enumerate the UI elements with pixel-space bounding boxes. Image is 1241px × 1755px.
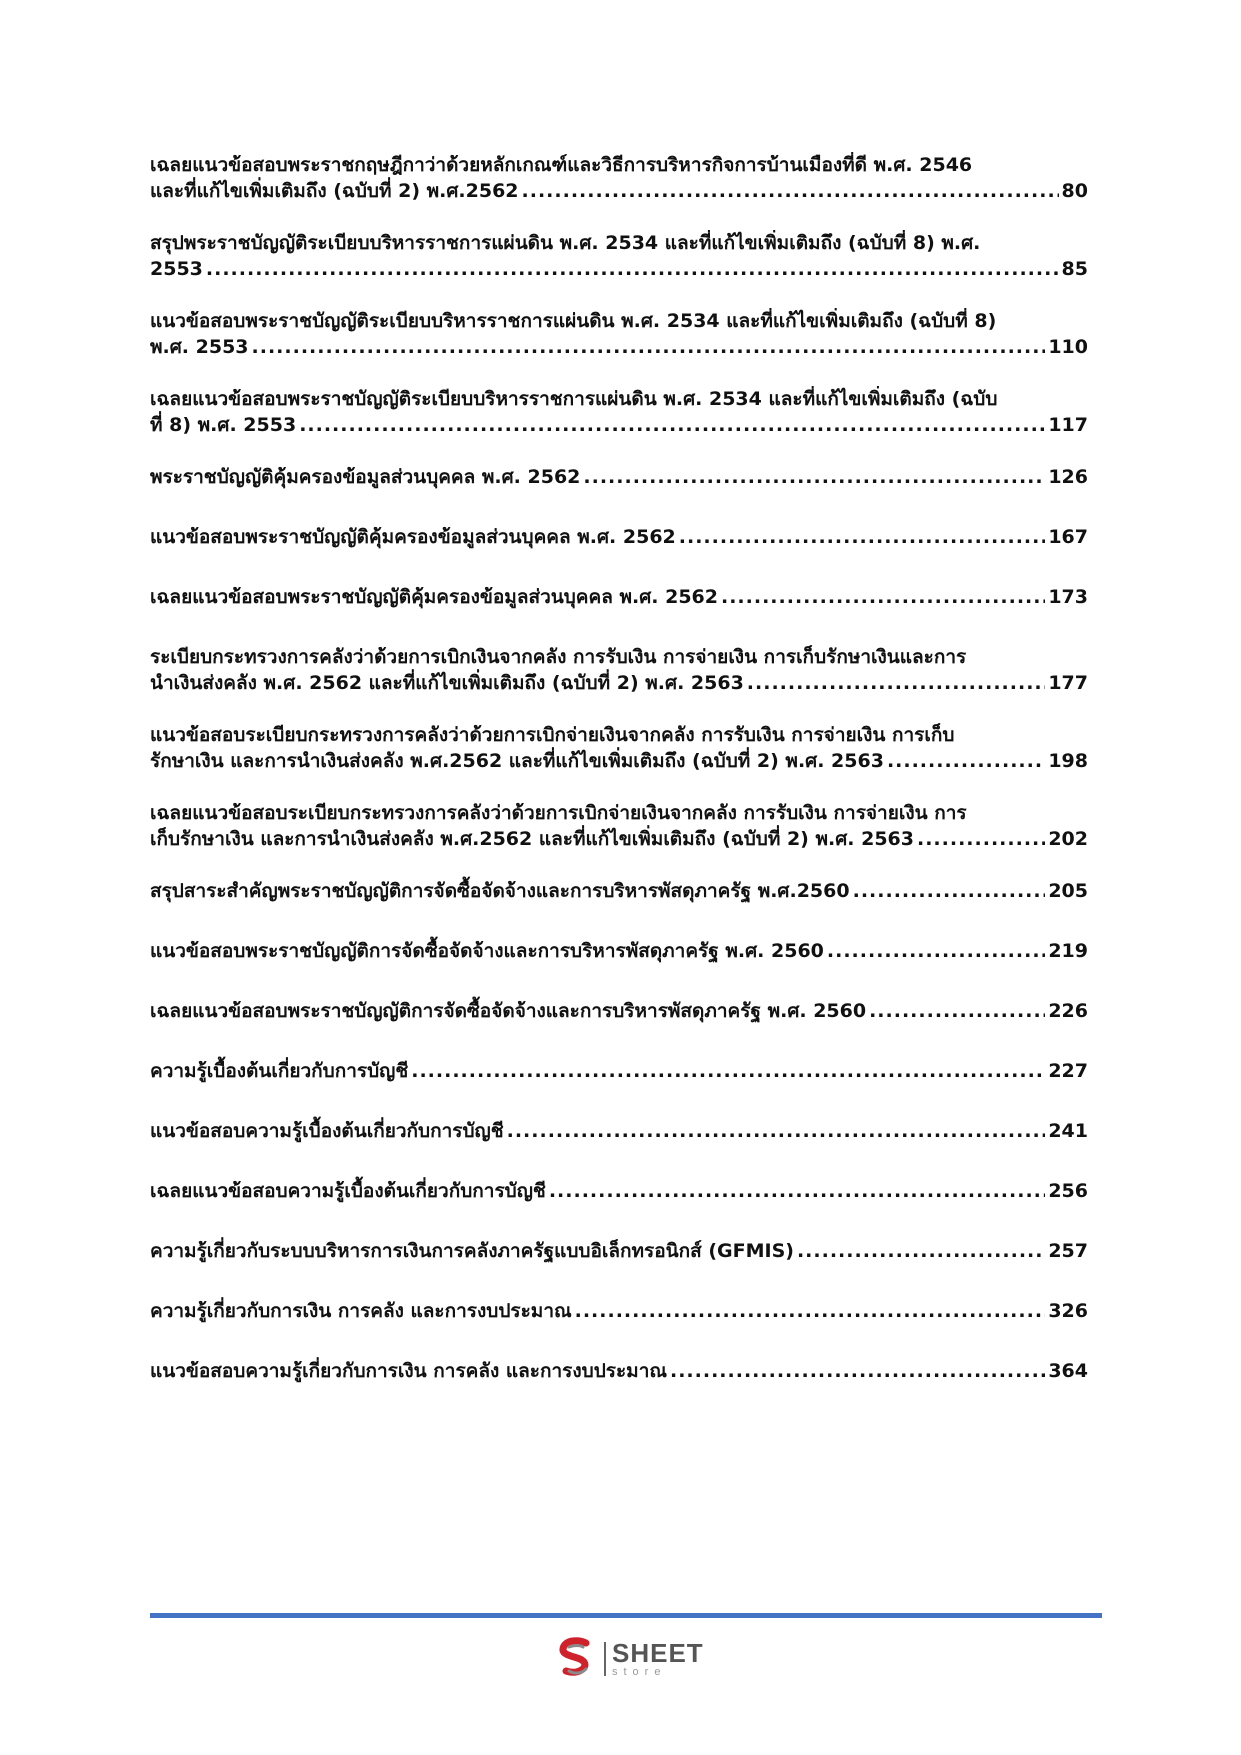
toc-page-number: 227 — [1048, 1060, 1088, 1082]
toc-entry-line: เฉลยแนวข้อสอบระเบียบกระทรวงการคลังว่าด้วยการเบิกจ่ายเงินจากคลัง การรับเงิน การจ่ายเงิน การ — [150, 802, 967, 824]
toc-entry[interactable] — [150, 1118, 1088, 1178]
toc-page-number: 173 — [1048, 586, 1088, 608]
table-of-contents — [150, 152, 1088, 1418]
dot-leader — [917, 826, 1045, 852]
toc-entry[interactable] — [150, 878, 1088, 938]
toc-entry-line: เฉลยแนวข้อสอบพระราชบัญญัติระเบียบบริหารราชการแผ่นดิน พ.ศ. 2534 และที่แก้ไขเพิ่มเติมถึง (ฉบับ — [150, 388, 998, 410]
dot-leader — [827, 938, 1045, 964]
dot-leader — [853, 878, 1046, 904]
toc-entry-title: รักษาเงิน และการนำเงินส่งคลัง พ.ศ.2562 และที่แก้ไขเพิ่มเติมถึง (ฉบับที่ 2) พ.ศ. 2563 — [150, 750, 884, 772]
toc-page-number: 202 — [1048, 828, 1088, 850]
dot-leader — [206, 256, 1059, 282]
logo-separator — [604, 1642, 606, 1676]
toc-entry-line: แนวข้อสอบระเบียบกระทรวงการคลังว่าด้วยการเบิกจ่ายเงินจากคลัง การรับเงิน การจ่ายเงิน การเก็บ — [150, 724, 955, 746]
dot-leader — [887, 748, 1045, 774]
toc-entry-title: พระราชบัญญัติคุ้มครองข้อมูลส่วนบุคคล พ.ศ. 2562 — [150, 466, 581, 488]
toc-entry[interactable] — [150, 938, 1088, 998]
toc-page-number: 80 — [1061, 180, 1088, 202]
toc-entry[interactable] — [150, 524, 1088, 584]
toc-page-number: 257 — [1048, 1240, 1088, 1262]
toc-page-number: 110 — [1048, 336, 1088, 358]
dot-leader — [869, 998, 1045, 1024]
toc-page-number: 364 — [1048, 1360, 1088, 1382]
dot-leader — [522, 178, 1059, 204]
toc-page-number: 85 — [1061, 258, 1088, 280]
toc-entry[interactable] — [150, 464, 1088, 524]
dot-leader — [299, 412, 1045, 438]
toc-page-number: 126 — [1048, 466, 1088, 488]
toc-entry[interactable] — [150, 644, 1088, 722]
dot-leader — [721, 584, 1045, 610]
toc-entry[interactable] — [150, 1178, 1088, 1238]
dot-leader — [252, 334, 1046, 360]
toc-page-number: 241 — [1048, 1120, 1088, 1142]
dot-leader — [507, 1118, 1046, 1144]
toc-entry[interactable] — [150, 230, 1088, 308]
sheet-store-logo — [556, 1634, 704, 1684]
toc-page-number: 198 — [1048, 750, 1088, 772]
toc-entry[interactable] — [150, 1358, 1088, 1418]
logo-wordmark — [612, 1640, 704, 1678]
logo-word: SHEET — [612, 1638, 704, 1668]
toc-page-number: 205 — [1048, 880, 1088, 902]
toc-entry-title: ความรู้เบื้องต้นเกี่ยวกับการบัญชี — [150, 1060, 409, 1082]
toc-entry-title: นำเงินส่งคลัง พ.ศ. 2562 และที่แก้ไขเพิ่มเติมถึง (ฉบับที่ 2) พ.ศ. 2563 — [150, 672, 744, 694]
footer-rule — [150, 1613, 1102, 1618]
sheet-s-logo-icon — [556, 1637, 596, 1681]
toc-page-number: 326 — [1048, 1300, 1088, 1322]
toc-entry[interactable] — [150, 998, 1088, 1058]
toc-entry[interactable] — [150, 800, 1088, 878]
toc-entry-title: แนวข้อสอบความรู้เบื้องต้นเกี่ยวกับการบัญชี — [150, 1120, 504, 1142]
dot-leader — [679, 524, 1046, 550]
toc-entry-title: พ.ศ. 2553 — [150, 336, 249, 358]
toc-entry-title: ความรู้เกี่ยวกับระบบบริหารการเงินการคลังภาครัฐแบบอิเล็กทรอนิกส์ (GFMIS) — [150, 1240, 794, 1262]
toc-page-number: 167 — [1048, 526, 1088, 548]
dot-leader — [411, 1058, 1045, 1084]
toc-entry[interactable] — [150, 152, 1088, 230]
toc-entry[interactable] — [150, 722, 1088, 800]
toc-page-number: 226 — [1048, 1000, 1088, 1022]
logo-subword: store — [612, 1666, 667, 1678]
dot-leader — [583, 464, 1045, 490]
toc-entry-line: แนวข้อสอบพระราชบัญญัติระเบียบบริหารราชการแผ่นดิน พ.ศ. 2534 และที่แก้ไขเพิ่มเติมถึง (ฉบับที่ 8) — [150, 310, 997, 332]
toc-entry[interactable] — [150, 1058, 1088, 1118]
toc-page-number: 117 — [1048, 414, 1088, 436]
toc-entry-title: เฉลยแนวข้อสอบพระราชบัญญัติการจัดซื้อจัดจ้างและการบริหารพัสดุภาครัฐ พ.ศ. 2560 — [150, 1000, 867, 1022]
toc-entry-title: แนวข้อสอบพระราชบัญญัติคุ้มครองข้อมูลส่วนบุคคล พ.ศ. 2562 — [150, 526, 676, 548]
toc-page-number: 219 — [1048, 940, 1088, 962]
toc-entry-title: และที่แก้ไขเพิ่มเติมถึง (ฉบับที่ 2) พ.ศ.2562 — [150, 180, 519, 202]
toc-entry-title: แนวข้อสอบความรู้เกี่ยวกับการเงิน การคลัง และการงบประมาณ — [150, 1360, 667, 1382]
dot-leader — [575, 1298, 1046, 1324]
toc-entry[interactable] — [150, 386, 1088, 464]
toc-entry[interactable] — [150, 1298, 1088, 1358]
dot-leader — [797, 1238, 1045, 1264]
toc-entry-title: แนวข้อสอบพระราชบัญญัติการจัดซื้อจัดจ้างและการบริหารพัสดุภาครัฐ พ.ศ. 2560 — [150, 940, 824, 962]
toc-entry-title: ที่ 8) พ.ศ. 2553 — [150, 414, 297, 436]
toc-entry-line: เฉลยแนวข้อสอบพระราชกฤษฎีกาว่าด้วยหลักเกณฑ์และวิธีการบริหารกิจการบ้านเมืองที่ดี พ.ศ. 2546 — [150, 154, 973, 176]
toc-entry-title: ความรู้เกี่ยวกับการเงิน การคลัง และการงบประมาณ — [150, 1300, 572, 1322]
toc-page-number: 177 — [1048, 672, 1088, 694]
toc-entry[interactable] — [150, 308, 1088, 386]
toc-entry-title: 2553 — [150, 258, 203, 280]
toc-entry-line: สรุปพระราชบัญญัติระเบียบบริหารราชการแผ่นดิน พ.ศ. 2534 และที่แก้ไขเพิ่มเติมถึง (ฉบับที่ 8) พ.ศ. — [150, 232, 981, 254]
toc-entry[interactable] — [150, 584, 1088, 644]
toc-entry-title: สรุปสาระสำคัญพระราชบัญญัติการจัดซื้อจัดจ้างและการบริหารพัสดุภาครัฐ พ.ศ.2560 — [150, 880, 850, 902]
toc-entry[interactable] — [150, 1238, 1088, 1298]
dot-leader — [670, 1358, 1045, 1384]
toc-page-number: 256 — [1048, 1180, 1088, 1202]
toc-entry-line: ระเบียบกระทรวงการคลังว่าด้วยการเบิกเงินจากคลัง การรับเงิน การจ่ายเงิน การเก็บรักษาเงินและการ — [150, 646, 967, 668]
dot-leader — [549, 1178, 1046, 1204]
toc-entry-title: เก็บรักษาเงิน และการนำเงินส่งคลัง พ.ศ.2562 และที่แก้ไขเพิ่มเติมถึง (ฉบับที่ 2) พ.ศ. 2563 — [150, 828, 914, 850]
toc-entry-title: เฉลยแนวข้อสอบความรู้เบื้องต้นเกี่ยวกับการบัญชี — [150, 1180, 546, 1202]
dot-leader — [747, 670, 1046, 696]
toc-entry-title: เฉลยแนวข้อสอบพระราชบัญญัติคุ้มครองข้อมูลส่วนบุคคล พ.ศ. 2562 — [150, 586, 718, 608]
